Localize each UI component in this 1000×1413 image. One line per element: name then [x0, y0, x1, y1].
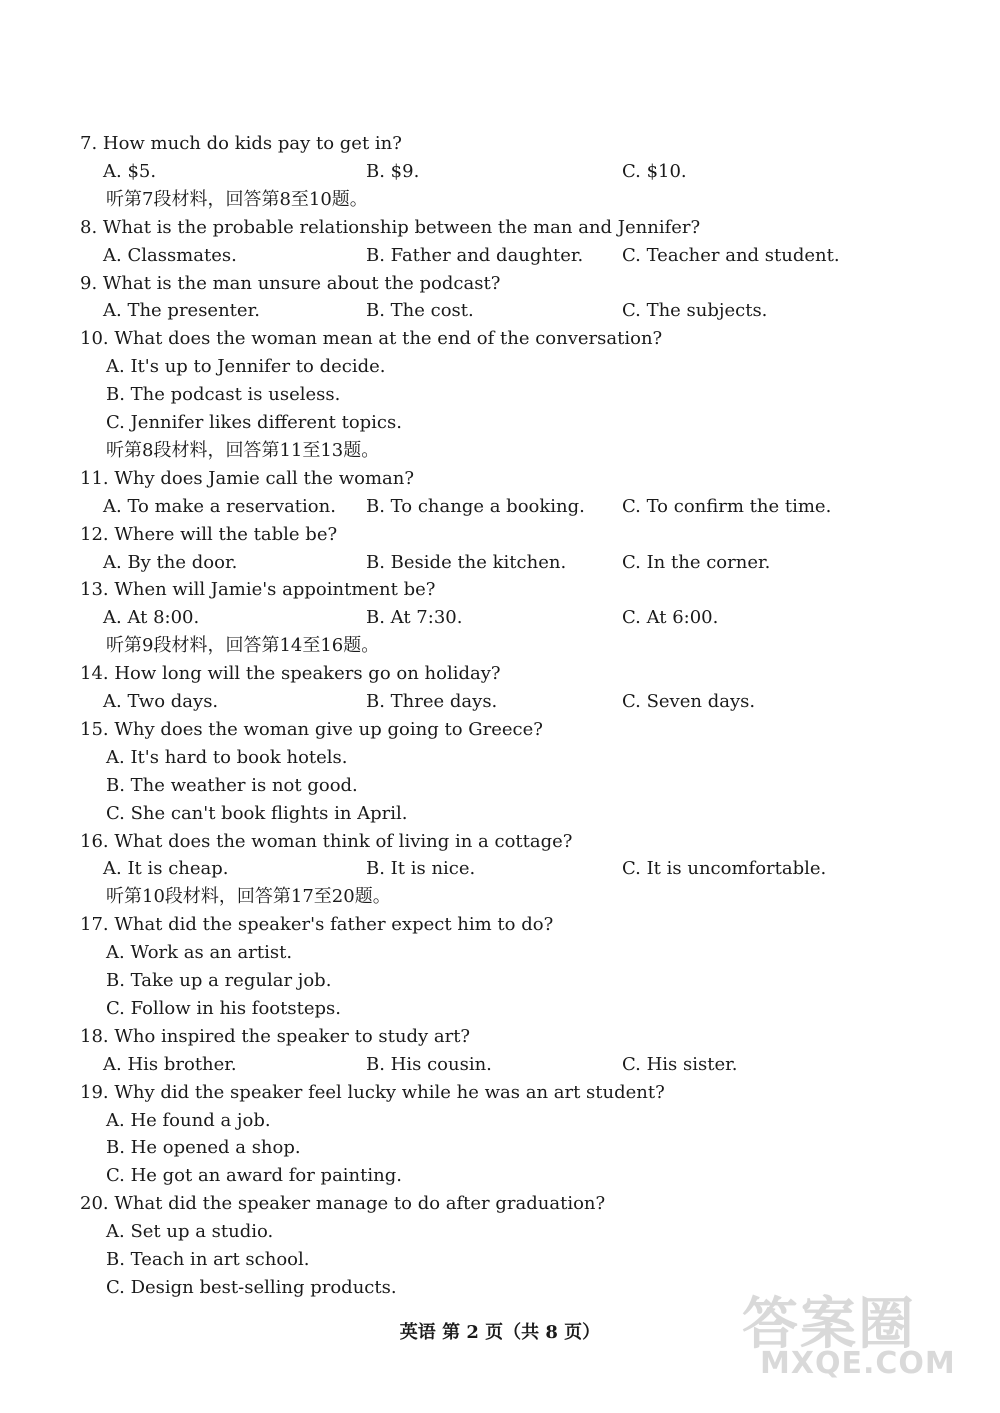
answer-option: A. It is cheap. [103, 858, 229, 880]
question-text: 20. What did the speaker manage to do after graduation? [80, 1193, 606, 1215]
answer-option: A. To make a reservation. [103, 495, 336, 517]
answer-option: B. The weather is not good. [106, 774, 358, 796]
answer-option: C. His sister. [622, 1053, 738, 1075]
answer-option: A. Set up a studio. [106, 1221, 274, 1243]
answer-option: A. He found a job. [106, 1109, 271, 1131]
question-text: 7. How much do kids pay to get in? [80, 133, 402, 154]
question-text: 19. Why did the speaker feel lucky while he was an art student? [80, 1081, 665, 1103]
answer-option: C. Seven days. [622, 691, 756, 712]
answer-option: C. In the corner. [622, 551, 771, 573]
answer-option: B. $9. [366, 160, 420, 182]
answer-option: B. To change a booking. [366, 495, 585, 517]
section-instruction: 听第9段材料，回答第14至16题。 [106, 635, 380, 657]
question-text: 9. What is the man unsure about the podcast? [80, 272, 501, 294]
question-text: 17. What did the speaker's father expect him to do? [80, 914, 554, 936]
question-text: 12. Where will the table be? [80, 523, 338, 545]
watermark-bottom-text: MXQE.COM [760, 1346, 956, 1381]
question-text: 11. Why does Jamie call the woman? [80, 467, 414, 489]
answer-option: B. Three days. [366, 691, 498, 712]
question-text: 10. What does the woman mean at the end of the conversation? [80, 328, 663, 350]
answer-option: C. To confirm the time. [622, 495, 832, 517]
answer-option: C. The subjects. [622, 300, 768, 322]
question-text: 8. What is the probable relationship between the man and Jennifer? [80, 216, 701, 238]
answer-option: B. Father and daughter. [366, 244, 584, 266]
answer-option: B. He opened a shop. [106, 1137, 301, 1159]
answer-option: C. Follow in his footsteps. [106, 997, 341, 1019]
answer-option: A. Classmates. [103, 244, 237, 266]
question-text: 14. How long will the speakers go on holiday? [80, 663, 501, 685]
answer-option: C. At 6:00. [622, 607, 719, 629]
answer-option: A. At 8:00. [103, 607, 200, 629]
answer-option: B. Take up a regular job. [106, 970, 332, 991]
answer-option: A. The presenter. [103, 300, 260, 322]
answer-option: C. Design best-selling products. [106, 1276, 397, 1298]
question-text: 15. Why does the woman give up going to Greece? [80, 718, 543, 740]
answer-option: C. Teacher and student. [622, 244, 840, 266]
answer-option: C. Jennifer likes different topics. [106, 412, 402, 433]
answer-option: B. Teach in art school. [106, 1249, 310, 1270]
watermark-logo [742, 1280, 972, 1385]
answer-option: B. The cost. [366, 300, 474, 322]
section-instruction: 听第7段材料，回答第8至10题。 [106, 188, 368, 210]
answer-option: A. His brother. [103, 1053, 237, 1075]
answer-option: B. At 7:30. [366, 607, 463, 629]
page-footer: 英语 第 2 页（共 8 页） [399, 1322, 601, 1343]
answer-option: B. It is nice. [366, 858, 476, 880]
answer-option: B. His cousin. [366, 1053, 492, 1075]
answer-option: C. He got an award for painting. [106, 1165, 402, 1187]
question-text: 18. Who inspired the speaker to study art? [80, 1025, 471, 1047]
answer-option: C. $10. [622, 160, 687, 182]
answer-option: A. By the door. [103, 551, 238, 573]
answer-option: A. It's hard to book hotels. [106, 746, 348, 768]
answer-option: A. $5. [103, 160, 157, 182]
answer-option: A. It's up to Jennifer to decide. [106, 356, 386, 378]
answer-option: B. The podcast is useless. [106, 384, 341, 406]
answer-option: B. Beside the kitchen. [366, 551, 567, 573]
watermark-top-text: 答案圈 [742, 1292, 916, 1357]
question-text: 16. What does the woman think of living in a cottage? [80, 830, 573, 852]
answer-option: A. Two days. [103, 691, 219, 712]
answer-option: C. She can't book flights in April. [106, 802, 408, 824]
answer-option: C. It is uncomfortable. [622, 858, 827, 880]
question-text: 13. When will Jamie's appointment be? [80, 579, 436, 601]
answer-option: A. Work as an artist. [106, 942, 293, 964]
section-instruction: 听第8段材料，回答第11至13题。 [106, 439, 380, 461]
section-instruction: 听第10段材料，回答第17至20题。 [106, 886, 391, 908]
